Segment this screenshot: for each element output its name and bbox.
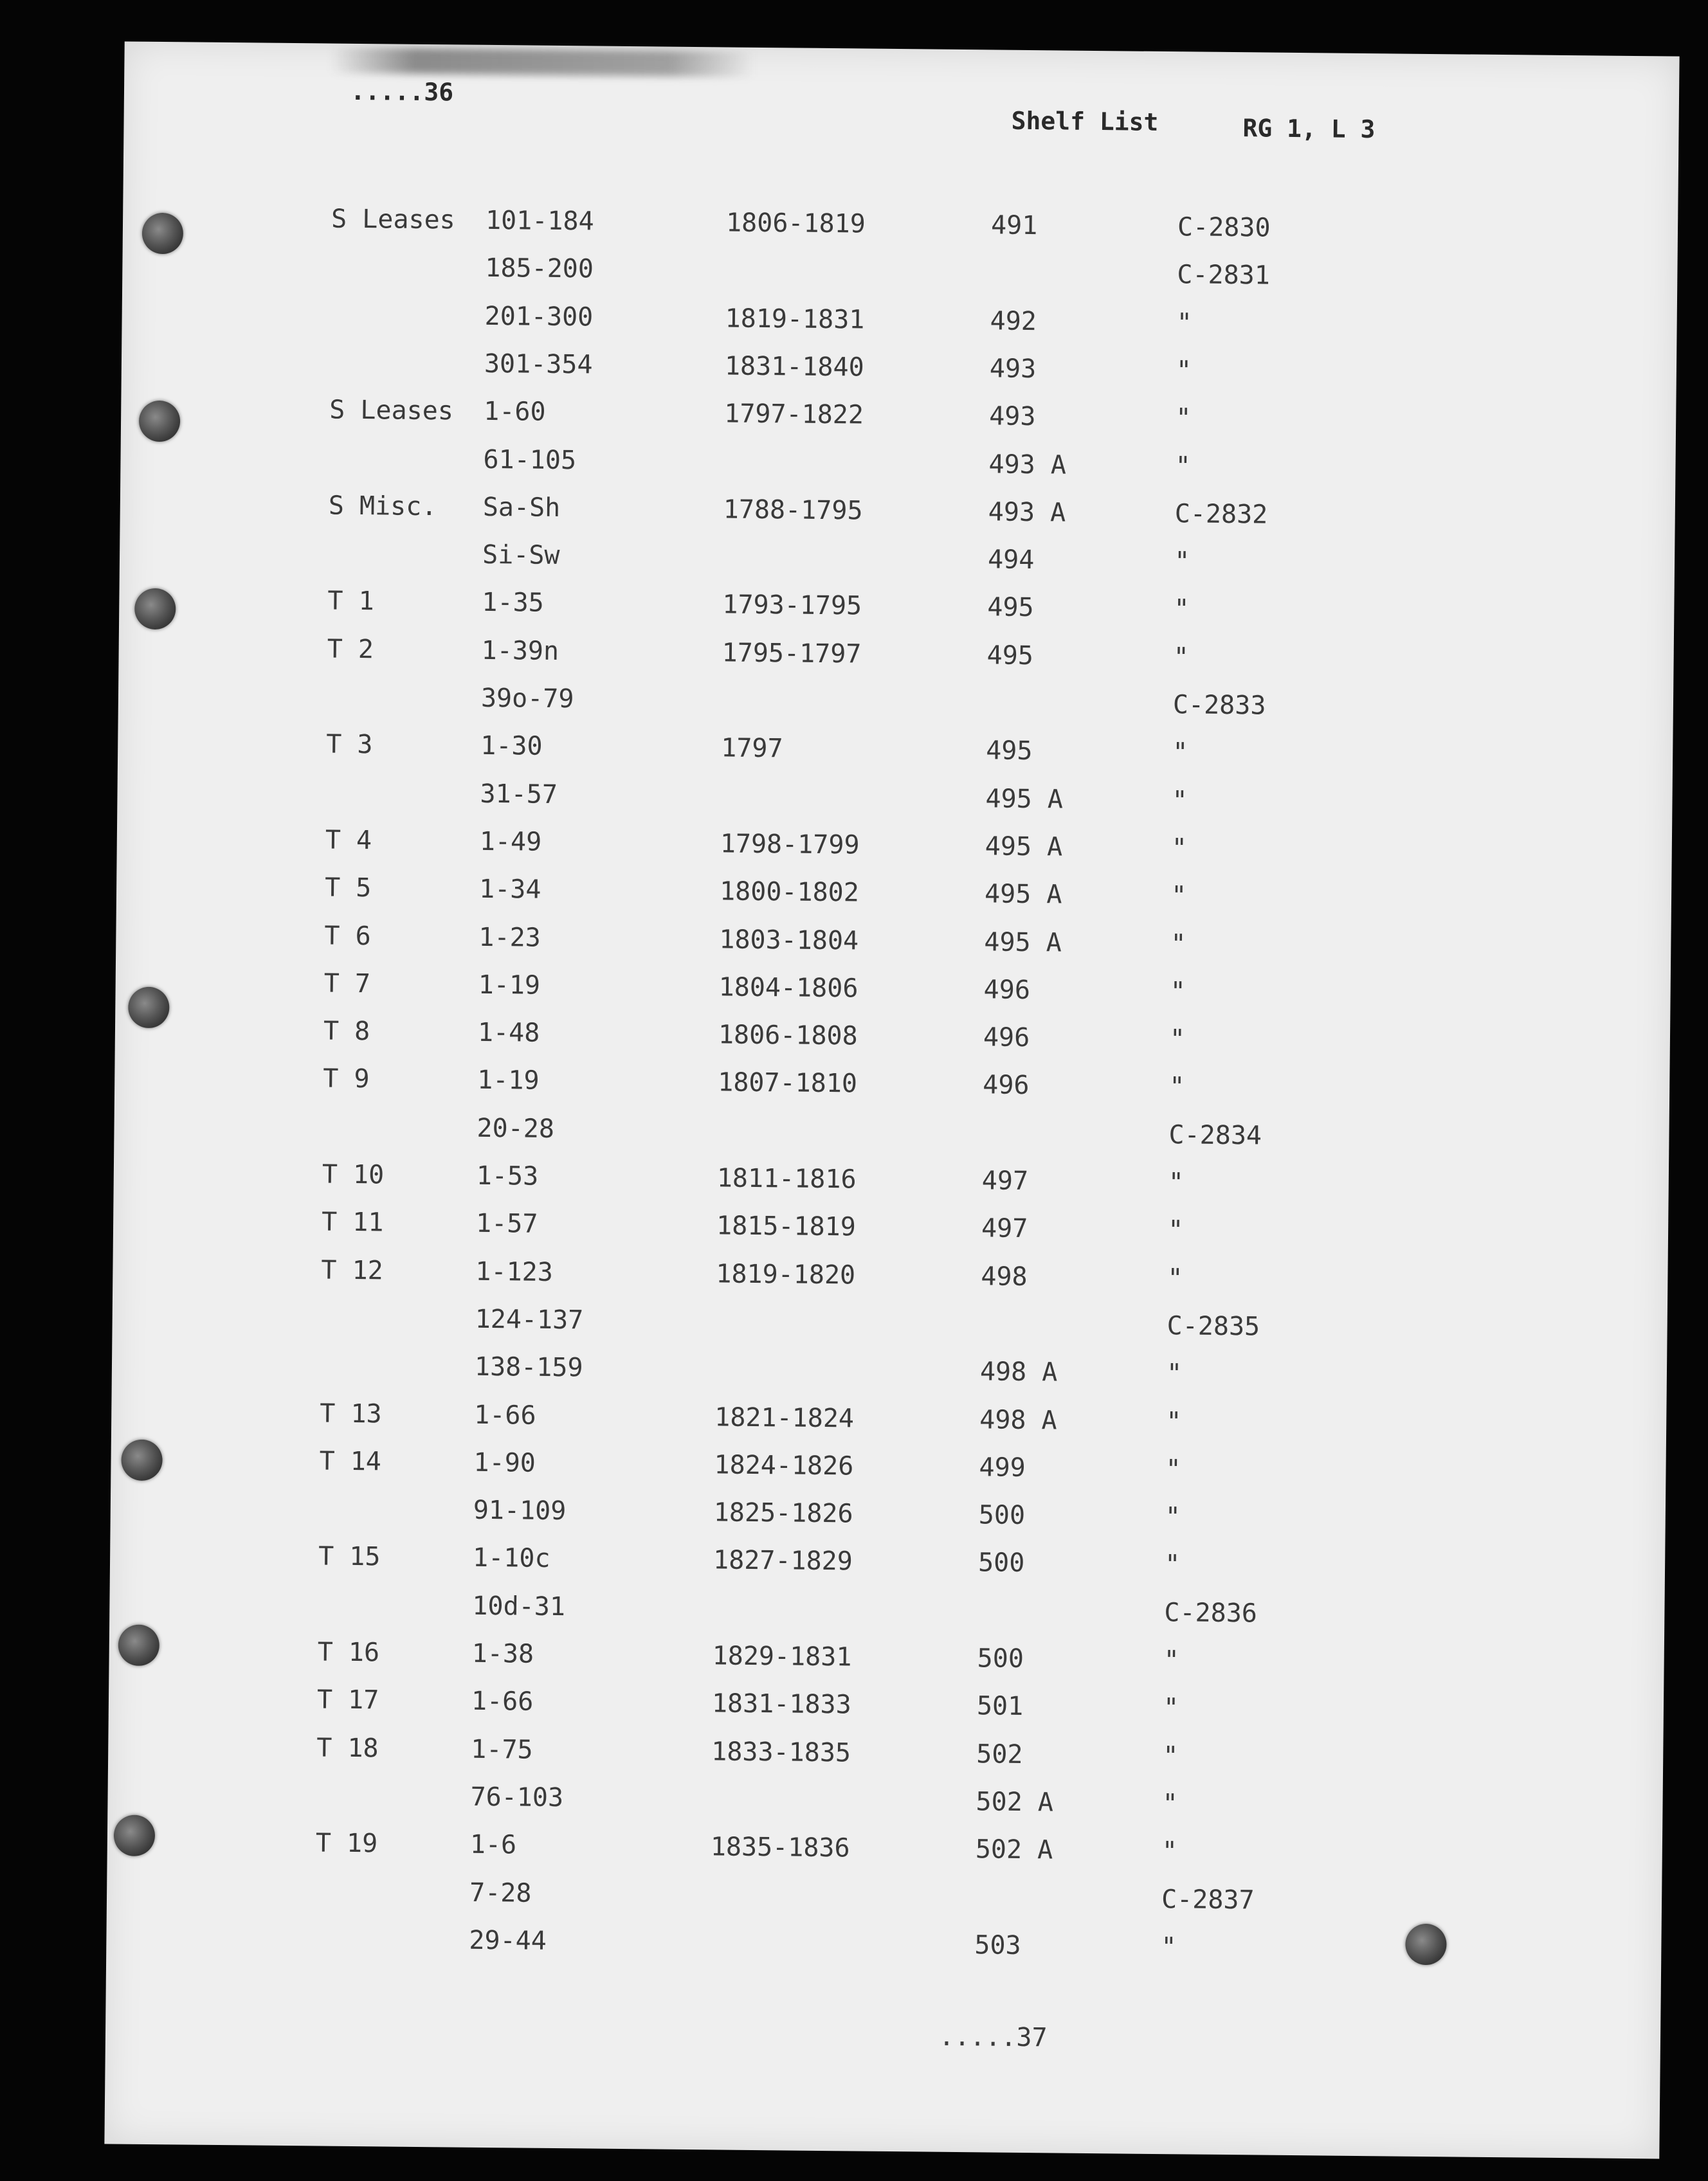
cell-dates: 1833-1835 (711, 1736, 851, 1768)
cell-series: T 10 (322, 1159, 385, 1190)
cell-dates: 1788-1795 (723, 494, 863, 526)
cell-range: 1-35 (482, 588, 544, 619)
cell-range: 7-28 (469, 1878, 532, 1908)
cell-series: S Misc. (328, 491, 437, 521)
cell-dates: 1803-1804 (719, 924, 859, 955)
cell-dates: 1821-1824 (714, 1402, 855, 1433)
cell-range: 76-103 (470, 1782, 564, 1813)
cell-range: 201-300 (484, 301, 594, 332)
cell-range: 124-137 (475, 1304, 584, 1335)
cell-range: 101-184 (485, 205, 594, 237)
cell-dates: 1831-1840 (724, 351, 864, 383)
cell-box: 495 (986, 640, 1034, 671)
cell-box: 492 (990, 306, 1037, 336)
cell-dates: 1829-1831 (712, 1641, 852, 1672)
cell-container: " (1167, 1215, 1184, 1245)
cell-series: T 9 (323, 1063, 370, 1094)
cell-dates: 1815-1819 (716, 1211, 857, 1242)
cell-dates: 1819-1831 (725, 303, 865, 335)
cell-range: 20-28 (477, 1113, 555, 1144)
cell-box: 500 (977, 1643, 1024, 1674)
cell-box: 495 (986, 736, 1033, 766)
cell-container: C-2830 (1177, 212, 1271, 243)
cell-container: " (1163, 1741, 1179, 1771)
cell-dates: 1795-1797 (722, 638, 862, 669)
tape-smudge (330, 48, 754, 77)
cell-box: 493 (989, 354, 1037, 384)
cell-container: " (1172, 785, 1188, 815)
cell-series: T 18 (316, 1733, 379, 1763)
cell-box: 498 A (979, 1404, 1057, 1435)
cell-dates: 1797-1822 (724, 399, 864, 430)
cell-series: T 15 (318, 1541, 381, 1572)
cell-box: 495 A (985, 831, 1063, 862)
cell-box: 498 (981, 1261, 1028, 1292)
cell-range: 39o-79 (480, 683, 574, 714)
cell-dates: 1806-1819 (725, 208, 866, 239)
punch-hole (134, 588, 176, 630)
cell-series: T 5 (324, 873, 372, 903)
cell-box: 503 (974, 1930, 1021, 1960)
page-title: Shelf List (1011, 106, 1159, 136)
punch-hole (128, 987, 170, 1029)
cell-series: T 11 (321, 1207, 384, 1238)
cell-box: 497 (981, 1166, 1029, 1197)
cell-range: 1-23 (478, 922, 541, 953)
cell-dates: 1819-1820 (716, 1258, 856, 1290)
cell-container: C-2834 (1168, 1119, 1262, 1151)
cell-series: T 8 (323, 1016, 370, 1047)
cell-series: T 1 (327, 586, 374, 617)
cell-dates: 1798-1799 (720, 829, 860, 860)
punch-hole (139, 401, 181, 442)
cell-container: C-2833 (1172, 690, 1266, 721)
cell-range: 1-34 (478, 874, 541, 905)
cell-range: 1-39n (481, 635, 559, 666)
cell-container: " (1174, 594, 1190, 624)
cell-range: 29-44 (469, 1925, 547, 1956)
cell-range: 1-10c (472, 1543, 550, 1574)
cell-range: 1-19 (477, 1065, 540, 1096)
cell-box: 494 (987, 545, 1035, 575)
cell-container: C-2832 (1174, 498, 1268, 530)
cell-series: T 19 (315, 1828, 378, 1859)
cell-range: 31-57 (480, 779, 558, 810)
cell-series: T 13 (320, 1398, 382, 1429)
cell-box: 495 A (984, 927, 1062, 958)
cell-box: 500 (977, 1548, 1025, 1579)
cell-range: 1-60 (484, 397, 546, 427)
cell-series: S Leases (329, 395, 454, 426)
cell-series: T 7 (323, 968, 371, 999)
cell-dates: 1825-1826 (713, 1498, 853, 1529)
cell-range: 1-75 (471, 1734, 533, 1765)
cell-dates: 1800-1802 (719, 876, 860, 908)
cell-series: T 14 (319, 1446, 382, 1477)
cell-dates: 1807-1810 (718, 1067, 858, 1099)
cell-range: 138-159 (474, 1352, 583, 1383)
cell-dates: 1824-1826 (714, 1450, 854, 1481)
cell-container: C-2836 (1164, 1597, 1258, 1629)
cell-box: 497 (981, 1213, 1028, 1244)
cell-box: 498 A (979, 1357, 1058, 1388)
cell-series: T 3 (326, 729, 373, 760)
cell-box: 491 (990, 210, 1038, 241)
cell-box: 502 (976, 1739, 1023, 1769)
cell-box: 502 A (975, 1834, 1053, 1865)
cell-range: 301-354 (484, 348, 593, 380)
cell-container: " (1171, 833, 1188, 864)
cell-container: " (1161, 1836, 1178, 1867)
cell-container: " (1176, 307, 1192, 338)
cell-range: 1-48 (477, 1017, 540, 1048)
cell-range: 1-66 (474, 1400, 536, 1431)
cell-series: S Leases (331, 204, 455, 235)
cell-range: 1-123 (475, 1256, 554, 1287)
cell-box: 502 A (976, 1787, 1054, 1818)
cell-container: C-2831 (1177, 260, 1271, 291)
cell-container: " (1165, 1502, 1181, 1532)
cell-container: " (1165, 1454, 1181, 1485)
cell-container: " (1164, 1550, 1181, 1580)
cell-container: " (1168, 1168, 1185, 1198)
punch-hole (142, 213, 184, 255)
punch-hole (1405, 1924, 1447, 1966)
punch-hole (121, 1440, 163, 1481)
cell-container: " (1176, 356, 1192, 386)
cell-box: 495 A (984, 879, 1062, 910)
cell-series: T 17 (316, 1685, 379, 1715)
cell-series: T 4 (325, 825, 372, 856)
cell-range: 1-53 (476, 1161, 539, 1191)
cell-range: 1-49 (479, 826, 542, 857)
cell-container: " (1175, 403, 1192, 433)
cell-range: 1-90 (473, 1447, 536, 1478)
cell-series: T 12 (321, 1255, 383, 1286)
cell-container: " (1169, 1024, 1186, 1054)
cell-container: " (1170, 976, 1186, 1007)
punch-hole (118, 1624, 160, 1666)
cell-container: " (1174, 547, 1190, 577)
cell-dates: 1811-1816 (716, 1163, 857, 1195)
cell-range: 1-66 (471, 1687, 534, 1717)
cell-container: " (1172, 738, 1188, 768)
cell-box: 493 A (988, 497, 1066, 528)
cell-box: 493 (988, 401, 1036, 432)
cell-range: 61-105 (483, 444, 577, 475)
cell-range: Si-Sw (482, 539, 560, 571)
cell-series: T 6 (324, 921, 371, 951)
cell-dates: 1806-1808 (718, 1020, 858, 1051)
record-group: RG 1, L 3 (1242, 114, 1376, 144)
cell-range: Sa-Sh (482, 492, 561, 523)
cell-dates: 1804-1806 (718, 972, 859, 1004)
document-page (104, 41, 1679, 2158)
punch-hole (114, 1814, 156, 1856)
cell-range: 1-19 (478, 970, 541, 1000)
cell-container: " (1170, 928, 1186, 959)
cell-container: " (1163, 1645, 1179, 1676)
cell-range: 1-57 (475, 1209, 538, 1240)
cell-container: " (1175, 451, 1191, 481)
cell-container: C-2835 (1167, 1311, 1260, 1342)
cell-range: 1-30 (480, 731, 543, 762)
cell-box: 496 (983, 1070, 1030, 1101)
page-ref-bottom: .....37 (938, 2022, 1048, 2053)
cell-series: T 16 (317, 1637, 380, 1668)
cell-dates: 1831-1833 (711, 1688, 851, 1720)
cell-range: 91-109 (473, 1495, 567, 1526)
cell-box: 500 (978, 1500, 1026, 1531)
cell-box: 495 A (985, 783, 1064, 815)
cell-container: " (1166, 1359, 1183, 1389)
cell-container: " (1167, 1263, 1183, 1293)
cell-container: " (1163, 1693, 1179, 1723)
cell-box: 496 (983, 1022, 1030, 1053)
cell-range: 1-38 (471, 1638, 534, 1669)
cell-box: 499 (979, 1452, 1026, 1483)
cell-container: " (1162, 1788, 1178, 1819)
cell-container: " (1170, 881, 1187, 911)
cell-dates: 1827-1829 (713, 1545, 853, 1577)
cell-container: " (1173, 642, 1189, 673)
cell-range: 185-200 (485, 253, 594, 284)
cell-container: " (1161, 1932, 1177, 1962)
cell-container: " (1166, 1406, 1182, 1436)
page-ref-top: .....36 (350, 77, 454, 107)
cell-dates: 1835-1836 (710, 1832, 850, 1863)
cell-range: 10d-31 (472, 1591, 566, 1622)
cell-box: 495 (987, 592, 1034, 623)
cell-box: 493 A (988, 449, 1067, 480)
cell-dates: 1797 (721, 733, 783, 764)
cell-box: 501 (976, 1691, 1024, 1722)
cell-container: " (1168, 1072, 1185, 1102)
cell-container: C-2837 (1161, 1884, 1255, 1915)
cell-dates: 1793-1795 (722, 590, 862, 621)
cell-series: T 2 (327, 634, 374, 664)
cell-box: 496 (983, 975, 1031, 1005)
cell-range: 1-6 (469, 1829, 517, 1860)
